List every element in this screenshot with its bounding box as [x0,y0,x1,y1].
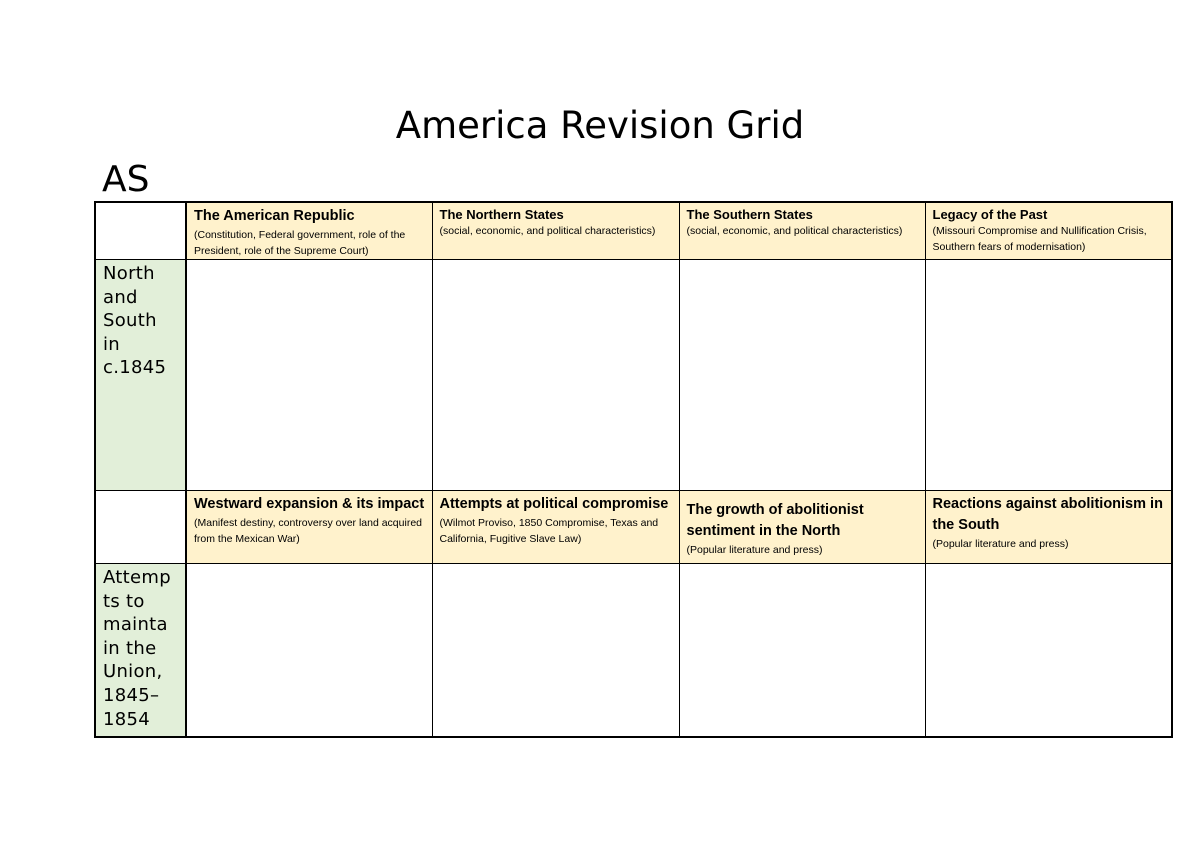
note-cell[interactable] [432,564,679,737]
header-detail: (Missouri Compromise and Nullification Crisis, Southern fears of modernisation) [932,225,1147,253]
header-cell[interactable] [925,202,1172,260]
header-title: Westward expansion & its impact [194,496,425,512]
level-heading: AS [102,159,150,200]
row-label-line: 1854 [103,708,151,730]
header-row [95,202,1172,260]
row-label-line: North [103,263,155,284]
row-label [96,564,173,731]
row-label-line: Union, [103,661,163,683]
row-label-line: and [103,286,138,308]
row-label-line: Attemp [103,567,171,588]
note-cell[interactable] [186,260,432,491]
row-label-line: c.1845 [103,357,167,379]
header-cell[interactable] [186,491,432,564]
header-cell[interactable] [679,202,925,260]
header-cell[interactable] [925,491,1172,564]
page-title: America Revision Grid [395,104,805,147]
header-title: The American Republic [194,208,355,224]
note-cell[interactable] [925,564,1172,737]
row-label-line: in [103,333,121,355]
header-cell[interactable] [432,491,679,564]
row-label-line: in the [103,637,157,659]
header-row [95,491,1172,564]
revision-grid [94,201,1173,738]
row-label-line: South [103,310,157,332]
row-label-line: ts to [103,590,145,612]
row-label [96,260,173,380]
header-detail: (Popular literature and press) [932,538,1069,550]
corner-cell [95,491,186,564]
header-title: The Northern States [439,207,564,222]
note-cell[interactable] [679,564,925,737]
header-detail: (Popular literature and press) [686,543,823,556]
note-cell[interactable] [186,564,432,737]
header-cell[interactable] [679,491,925,564]
header-cell[interactable] [432,202,679,260]
header-title: The growth of abolitionist sentiment in the North [686,501,864,539]
row-label-cell [95,564,186,737]
header-title: Legacy of the Past [932,207,1048,222]
header-detail: (social, economic, and political characteristics) [439,225,656,237]
corner-cell [95,202,186,260]
note-cell[interactable] [925,260,1172,491]
header-title: Attempts at political compromise [439,496,669,512]
content-row [95,564,1172,737]
header-title: Reactions against abolitionism in the South [932,496,1163,533]
row-label-cell [95,260,186,491]
header-detail: (Manifest destiny, controversy over land acquired from the Mexican War) [194,517,422,545]
row-label-line: mainta [103,614,168,636]
header-cell[interactable] [186,202,432,260]
content-row [95,260,1172,491]
header-title: The Southern States [686,207,813,222]
note-cell[interactable] [432,260,679,491]
header-detail: (Wilmot Proviso, 1850 Compromise, Texas and California, Fugitive Slave Law) [439,517,659,545]
note-cell[interactable] [679,260,925,491]
row-label-line: 1845– [103,684,160,706]
header-detail: (Constitution, Federal government, role of the President, role of the Supreme Court) [194,229,406,257]
header-detail: (social, economic, and political characteristics) [686,225,903,237]
